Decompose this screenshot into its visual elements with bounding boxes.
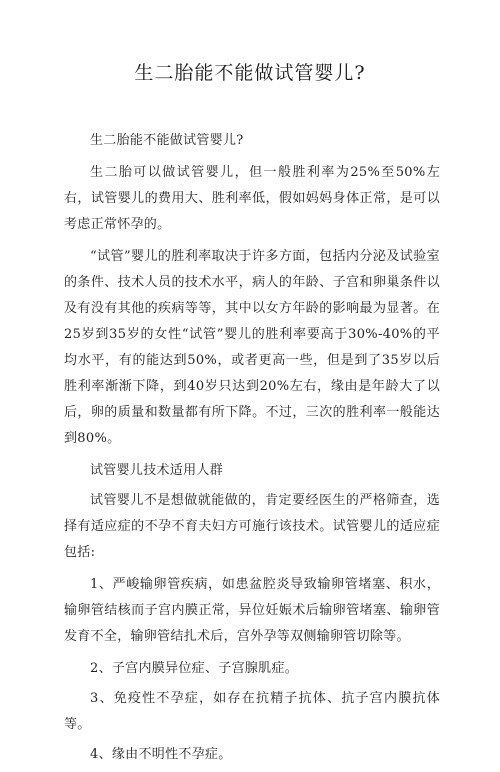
list-item-1: 1、严峻输卵管疾病，如患盆腔炎导致输卵管堵塞、积水，输卵管结核而子宫内膜正常，异位妊娠术后输卵管堵塞、输卵管发育不全，输卵管结扎术后，宫外孕等双侧输卵管切除等。 xyxy=(64,577,440,644)
list-item-4: 4、缘由不明性不孕症。 xyxy=(90,747,232,762)
paragraph-intro: 生二胎可以做试管婴儿，但一般胜利率为25%至50%左右，试管婴儿的费用大、胜利率低，假如妈妈身体正常，是可以考虑正常怀孕的。 xyxy=(64,165,440,232)
document-title: 生二胎能不能做试管婴儿? xyxy=(134,62,366,84)
section-heading-applicable-groups: 试管婴儿技术适用人群 xyxy=(90,463,224,478)
paragraph-subtitle: 生二胎能不能做试管婴儿? xyxy=(90,133,244,148)
paragraph-success-rate: “试管”婴儿的胜利率取决于许多方面，包括内分泌及试验室的条件、技术人员的技术水平，病人的年龄、子宫和卵巢条件以及有没有其他的疾病等等，其中以女方年龄的影响最为显著。在25岁到35岁的女性“试管”婴儿的胜利率要高于30%-40%的平均水平，有的能达到50%，或者更高一些，但是到了35岁以后胜利率渐渐下降，到40岁只达到20%左右，缘由是年龄大了以后，卵的质量和数量都有所下降。不过，三次的胜利率一般能达到80%。 xyxy=(64,249,440,446)
list-item-2: 2、子宫内膜异位症、子宫腺肌症。 xyxy=(90,661,299,676)
paragraph-screening: 试管婴儿不是想做就能做的，肯定要经医生的严格筛查，选择有适应症的不孕不育夫妇方可施行该技术。试管婴儿的适应症包括: xyxy=(64,493,440,560)
document-body xyxy=(64,128,440,772)
list-item-3: 3、免疫性不孕症，如存在抗精子抗体、抗子宫内膜抗体等。 xyxy=(64,691,440,732)
